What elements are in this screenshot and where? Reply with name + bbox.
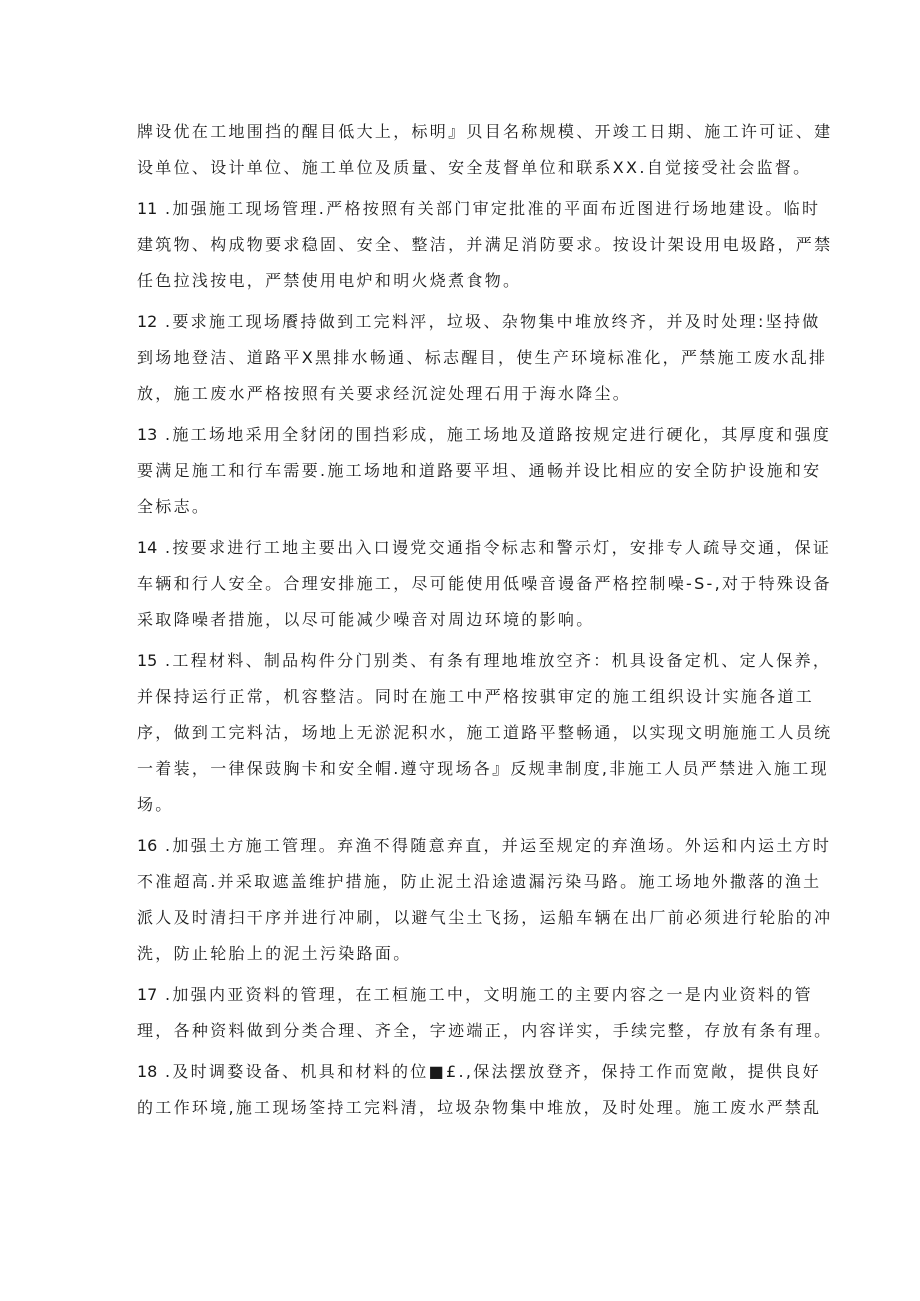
paragraph-16	[137, 828, 833, 972]
paragraph-number: 15	[137, 651, 158, 670]
paragraph-line: .要求施工现场餍持做到工完料泙，垃圾、杂物集中堆放终齐，并及时处理:坚持做	[165, 312, 821, 331]
paragraph-line: 理，各种资料做到分类合理、齐全，字迹端正，内容详实，手续完整，存放有条有理。	[137, 1021, 833, 1040]
paragraph-intro	[137, 114, 833, 186]
paragraph-13	[137, 417, 832, 525]
document-body	[137, 114, 833, 1126]
paragraph-line: 并保持运行正常，机容整洁。同时在施工中严格按骐审定的施工组织设计实施各道工	[137, 687, 815, 706]
paragraph-line: 任色拉浅按电，严禁使用电炉和明火烧煮食物。	[137, 271, 522, 290]
paragraph-line: .加强施工现场管理.严格按照有关部门审定批准的平面布近图进行场地建设。临时	[165, 199, 821, 218]
paragraph-line: 场。	[137, 795, 174, 814]
paragraph-line: 的工作环境,施工现场筌持工完料清，垃圾杂物集中堆放，及时处理。施工废水严禁乱	[137, 1098, 822, 1117]
paragraph-12	[137, 304, 828, 412]
paragraph-line: .及时调婺设备、机具和材料的位■£.,保法摆放登齐，保持工作而宽敞，提供良好	[165, 1062, 821, 1081]
paragraph-line: .按要求进行工地主要出入口谩党交通指令标志和警示灯，安排专人疏导交通，保证	[165, 538, 832, 557]
paragraph-11	[137, 191, 833, 299]
paragraph-line: .施工场地采用全豺闭的围挡彩成，施工场地及道路按规定进行硬化，其厚度和强度	[165, 425, 832, 444]
paragraph-15	[137, 643, 833, 823]
paragraph-line: 全标志。	[137, 497, 211, 516]
paragraph-line: 采取降噪者措施，以尽可能减少噪音对周边环境的影响。	[137, 610, 595, 629]
paragraph-number: 17	[137, 985, 158, 1004]
paragraph-line: 设单位、设计单位、施工单位及质量、安全芨督单位和联系XX.自觉接受社会监督。	[137, 158, 812, 177]
paragraph-line: .加强内亚资料的管理，在工桓施工中，文明施工的主要内容之一是内业资料的管	[165, 985, 813, 1004]
paragraph-line: 派人及时清扫干序并进行冲刷，以避气尘土飞扬，运船车辆在出厂前必须进行轮胎的冲	[137, 908, 833, 927]
paragraph-line: 到场地登洁、道路平X黑排水畅通、标志醒目，使生产环境标准化，严禁施工废水乱排	[137, 348, 828, 367]
paragraph-line: 要满足施工和行车需要.施工场地和道路要平坦、通畅并设比相应的安全防护设施和安	[137, 461, 822, 480]
paragraph-line: .加强土方施工管理。弃渔不得随意弃直，并运至规定的弃渔场。外运和内运土方时	[165, 836, 832, 855]
paragraph-line: 洗，防止轮胎上的泥土污染路面。	[137, 944, 412, 963]
paragraph-number: 12	[137, 312, 158, 331]
paragraph-line: 一着装，一律保豉胸卡和安全帽.遵守现场各』反规聿制度,非施工人员严禁进入施工现	[137, 759, 829, 778]
paragraph-line: 建筑物、构成物要求稳固、安全、整洁，并满足消防要求。按设计架设用电圾路，严禁	[137, 235, 833, 254]
paragraph-line: 放，施工废水严格按照有关要求经沉淀处理石用于海水降尘。	[137, 384, 632, 403]
paragraph-line: 序，做到工完料沽，场地上无淤泥积水，施工道路平整畅通，以实现文明施施工人员统	[137, 723, 833, 742]
paragraph-line: 不准超高.并采取遮盖维护措施，防止泥土沿途遗漏污染马路。施工场地外撒落的渔土	[137, 872, 822, 891]
paragraph-18	[137, 1054, 822, 1126]
paragraph-number: 18	[137, 1062, 158, 1081]
paragraph-number: 11	[137, 199, 158, 218]
paragraph-number: 14	[137, 538, 158, 557]
paragraph-number: 16	[137, 836, 158, 855]
paragraph-line: 牌设优在工地围挡的醒目低大上，标明』贝目名称规模、开竣工日期、施工许可证、建	[137, 122, 833, 141]
paragraph-14	[137, 530, 832, 638]
paragraph-number: 13	[137, 425, 158, 444]
paragraph-line: .工程材料、制品构件分门别类、有条有理地堆放空齐：机具设备定机、定人保养，	[165, 651, 832, 670]
paragraph-line: 车辆和行人安全。合理安排施工，尽可能使用低噪音谩备严格控制噪-S-,对于特殊设备	[137, 574, 832, 593]
paragraph-17	[137, 977, 833, 1049]
